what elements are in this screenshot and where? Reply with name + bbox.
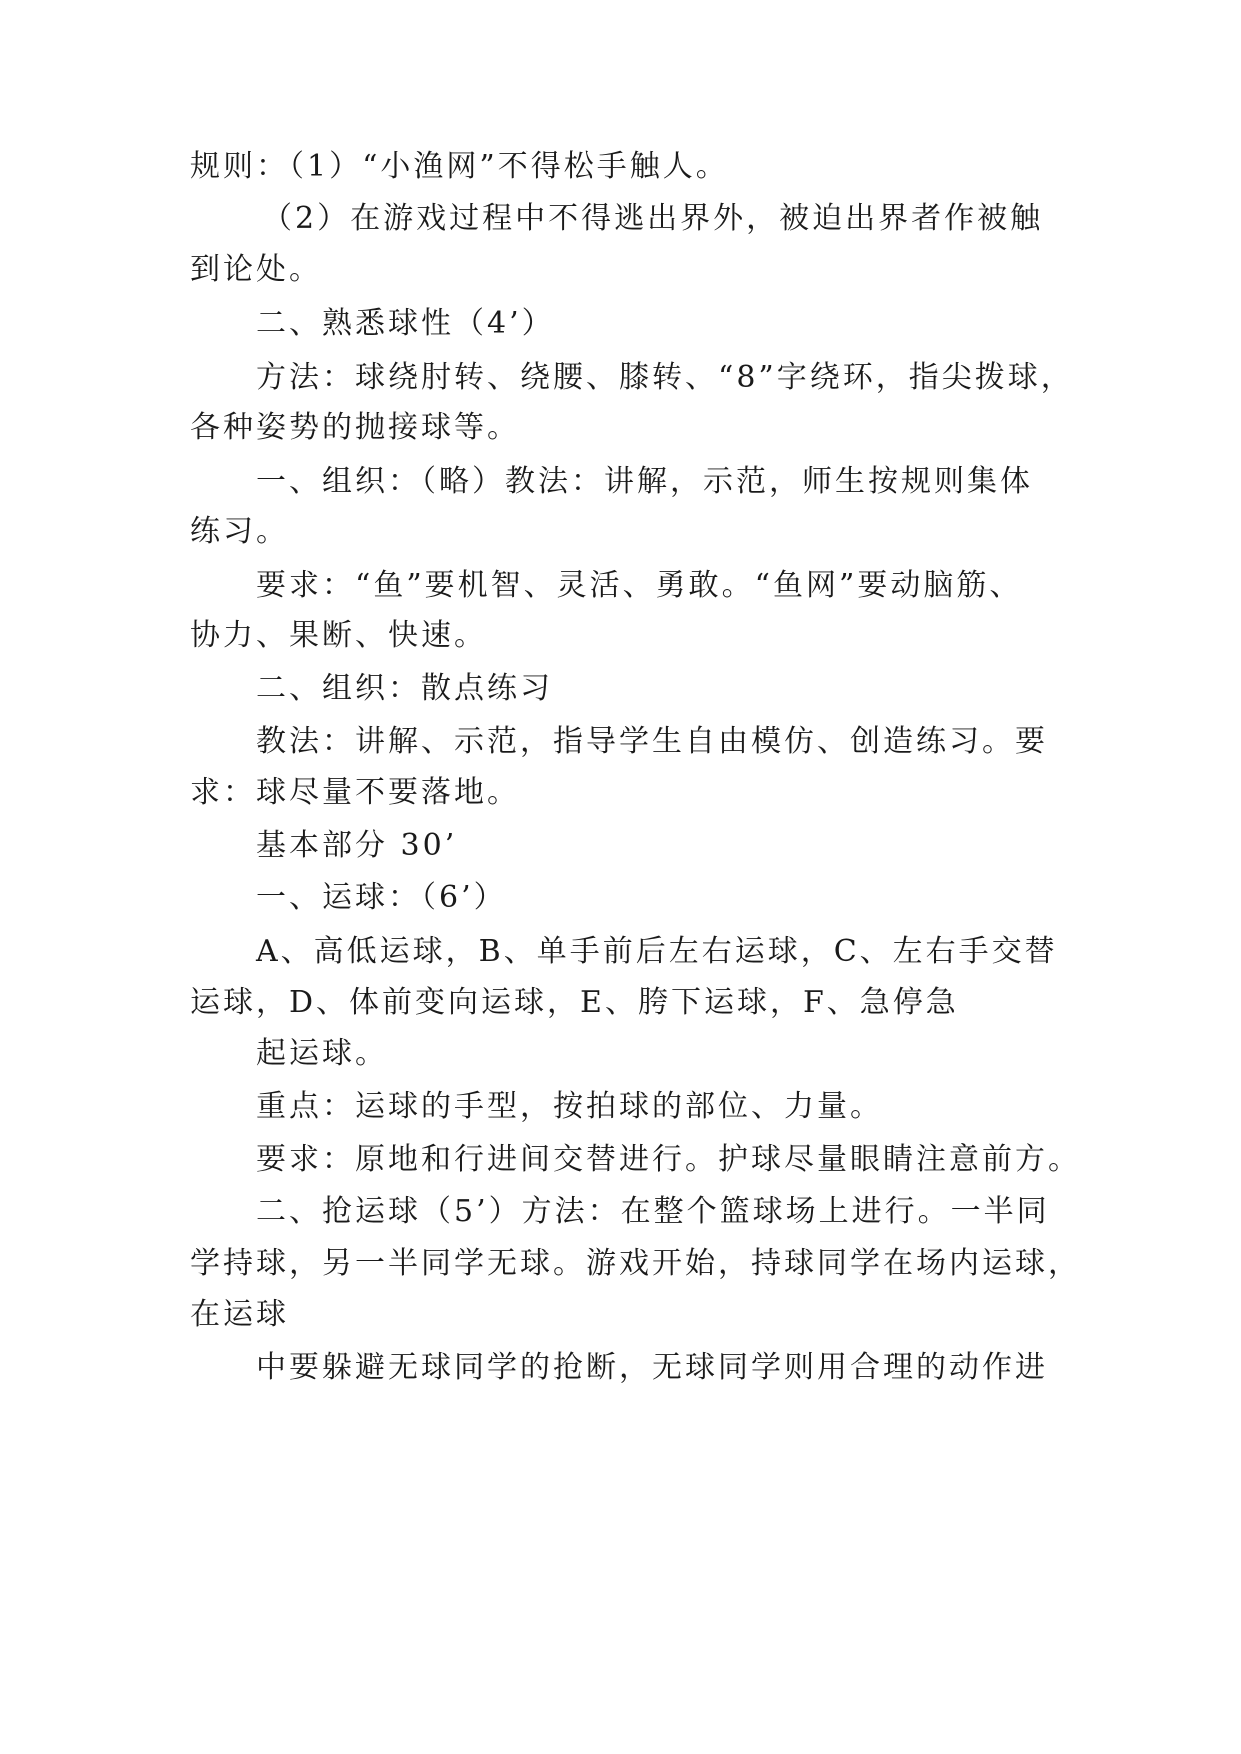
- paragraph-line: 各种姿势的抛接球等。: [190, 410, 520, 445]
- section-heading: 基本部分 30’: [256, 828, 458, 863]
- paragraph-line: 学持球，另一半同学无球。游戏开始，持球同学在场内运球，: [190, 1246, 1081, 1281]
- paragraph-line: 到论处。: [190, 252, 322, 287]
- paragraph-line: 求：球尽量不要落地。: [190, 775, 520, 810]
- paragraph-line: 起运球。: [256, 1036, 388, 1071]
- paragraph-line: 二、抢运球（5’）方法：在整个篮球场上进行。一半同: [256, 1194, 1050, 1229]
- paragraph-line: 要求：“鱼”要机智、灵活、勇敢。“鱼网”要动脑筋、: [256, 568, 1023, 603]
- paragraph-line: 中要躲避无球同学的抢断，无球同学则用合理的动作进: [256, 1350, 1048, 1385]
- paragraph-line: 一、组织：（略）教法：讲解，示范，师生按规则集体: [256, 464, 1033, 499]
- paragraph-line: （2）在游戏过程中不得逃出界外，被迫出界者作被触: [262, 201, 1044, 236]
- paragraph-line: 规则：（1）“小渔网”不得松手触人。: [190, 149, 729, 184]
- paragraph-line: A、高低运球，B、单手前后左右运球，C、左右手交替: [256, 934, 1058, 969]
- paragraph-line: 在运球: [190, 1297, 289, 1332]
- paragraph-line: 协力、果断、快速。: [190, 618, 487, 653]
- paragraph-line: 练习。: [190, 514, 289, 549]
- paragraph-line: 重点：运球的手型，按拍球的部位、力量。: [256, 1089, 883, 1124]
- section-heading: 二、组织：散点练习: [256, 671, 553, 706]
- paragraph-line: 要求：原地和行进间交替进行。护球尽量眼睛注意前方。: [256, 1142, 1081, 1177]
- paragraph-line: 运球，D、体前变向运球，E、胯下运球，F、急停急: [190, 985, 959, 1020]
- paragraph-line: 教法：讲解、示范，指导学生自由模仿、创造练习。要: [256, 724, 1048, 759]
- paragraph-line: 方法：球绕肘转、绕腰、膝转、“8”字绕环，指尖拨球，: [256, 360, 1074, 395]
- section-heading: 一、运球：（6’）: [256, 880, 507, 915]
- section-heading: 二、熟悉球性（4’）: [256, 306, 555, 341]
